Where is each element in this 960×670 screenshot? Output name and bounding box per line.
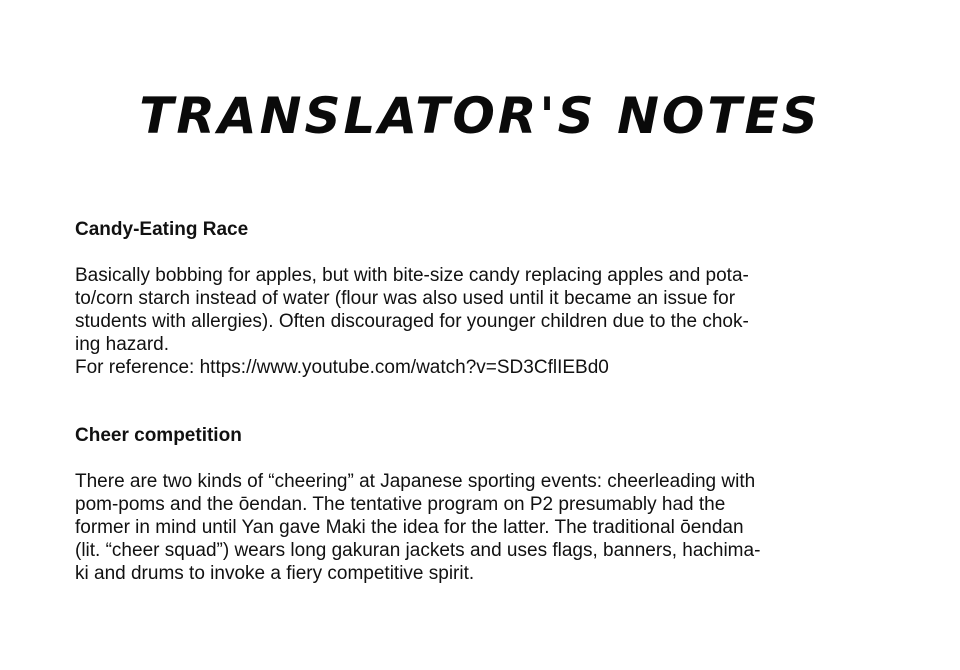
note-line: Basically bobbing for apples, but with bite-size candy replacing apples and pota-	[75, 265, 749, 286]
note-line: to/corn starch instead of water (flour was also used until it became an issue for	[75, 288, 736, 309]
note-line: students with allergies). Often discouraged for younger children due to the chok-	[75, 311, 749, 332]
note-body	[75, 470, 875, 585]
note-candy-eating-race	[75, 218, 875, 379]
note-body	[75, 264, 875, 379]
note-line: ing hazard.	[75, 334, 170, 355]
note-cheer-competition	[75, 424, 875, 585]
note-line: former in mind until Yan gave Maki the idea for the latter. The traditional ōendan	[75, 517, 744, 538]
note-line: (lit. “cheer squad”) wears long gakuran jackets and uses flags, banners, hachima-	[75, 540, 761, 561]
reference-link: For reference: https://www.youtube.com/watch?v=SD3CflIEBd0	[75, 357, 609, 378]
note-heading: Candy-Eating Race	[75, 219, 249, 240]
note-heading: Cheer competition	[75, 425, 242, 446]
note-line: ki and drums to invoke a fiery competitive spirit.	[75, 563, 475, 584]
note-line: pom-poms and the ōendan. The tentative program on P2 presumably had the	[75, 494, 726, 515]
note-line: There are two kinds of “cheering” at Japanese sporting events: cheerleading with	[75, 471, 756, 492]
page-title: TRANSLATOR'S NOTES	[139, 87, 821, 145]
